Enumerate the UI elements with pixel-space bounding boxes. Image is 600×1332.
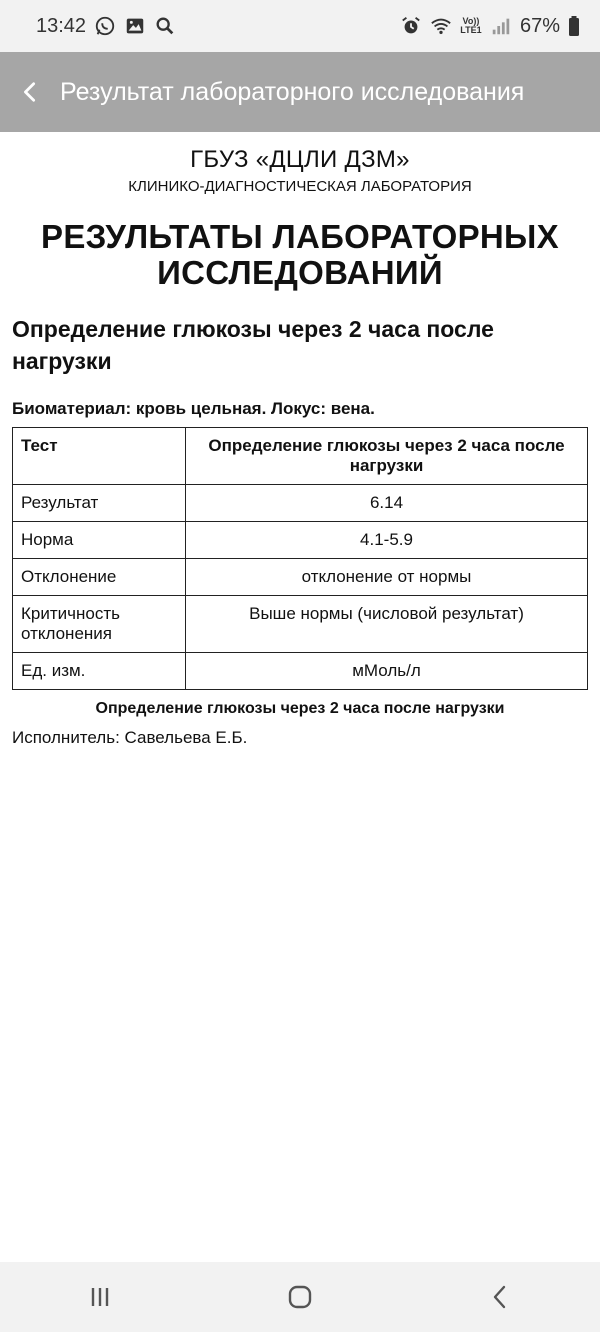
back-icon xyxy=(486,1283,514,1311)
status-bar-right xyxy=(400,15,580,38)
row-label-deviation: Отклонение xyxy=(13,559,186,596)
status-bar xyxy=(0,0,600,52)
row-label-result: Результат xyxy=(13,485,186,522)
document-title-line1: РЕЗУЛЬТАТЫ ЛАБОРАТОРНЫХ xyxy=(41,218,559,255)
row-value-result: 6.14 xyxy=(186,485,588,522)
table-row xyxy=(13,559,588,596)
organization-name: ГБУЗ «ДЦЛИ ДЗМ» xyxy=(190,146,410,173)
table-header-label: Тест xyxy=(13,428,186,485)
executor: Исполнитель: Савельева Е.Б. xyxy=(12,728,248,747)
chevron-left-icon xyxy=(19,81,41,103)
table-row xyxy=(13,485,588,522)
table-header-row xyxy=(13,428,588,485)
table-row xyxy=(13,522,588,559)
back-button[interactable] xyxy=(0,52,60,132)
row-label-units: Ед. изм. xyxy=(13,653,186,690)
row-label-norm: Норма xyxy=(13,522,186,559)
results-table xyxy=(12,427,588,690)
document-title-line2: ИССЛЕДОВАНИЙ xyxy=(157,254,443,291)
whatsapp-icon xyxy=(94,15,116,37)
table-header-value: Определение глюкозы через 2 часа после нагрузки xyxy=(186,428,588,485)
biomaterial-info: Биоматериал: кровь цельная. Локус: вена. xyxy=(12,399,375,418)
test-title: Определение глюкозы через 2 часа после нагрузки xyxy=(12,316,494,374)
app-bar xyxy=(0,52,600,132)
row-value-norm: 4.1-5.9 xyxy=(186,522,588,559)
table-row xyxy=(13,653,588,690)
recents-button[interactable] xyxy=(70,1267,130,1327)
battery-percent: 67% xyxy=(519,14,560,37)
row-value-units: мМоль/л xyxy=(186,653,588,690)
page-title: Результат лабораторного исследования xyxy=(60,77,525,106)
row-value-deviation: отклонение от нормы xyxy=(186,559,588,596)
battery-icon xyxy=(568,15,580,37)
recents-icon xyxy=(86,1283,114,1311)
gallery-icon xyxy=(124,15,146,37)
search-icon xyxy=(154,15,176,37)
row-label-criticality: Критичность отклонения xyxy=(13,596,186,653)
wifi-icon xyxy=(430,15,452,37)
alarm-icon xyxy=(400,15,422,37)
home-icon xyxy=(286,1283,314,1311)
status-bar-left xyxy=(36,15,176,38)
result-document xyxy=(0,132,600,748)
volte-icon: Vo)) LTE1 xyxy=(460,16,482,35)
clock: 13:42 xyxy=(36,14,87,37)
home-button[interactable] xyxy=(270,1267,330,1327)
system-back-button[interactable] xyxy=(470,1267,530,1327)
table-row xyxy=(13,596,588,653)
system-nav-bar xyxy=(0,1262,600,1332)
row-value-criticality: Выше нормы (числовой результат) xyxy=(186,596,588,653)
organization-subtitle: КЛИНИКО-ДИАГНОСТИЧЕСКАЯ ЛАБОРАТОРИЯ xyxy=(128,178,472,195)
signal-icon xyxy=(490,15,512,37)
document-title xyxy=(20,219,580,291)
footer-test-name: Определение глюкозы через 2 часа после нагрузки xyxy=(95,700,505,717)
